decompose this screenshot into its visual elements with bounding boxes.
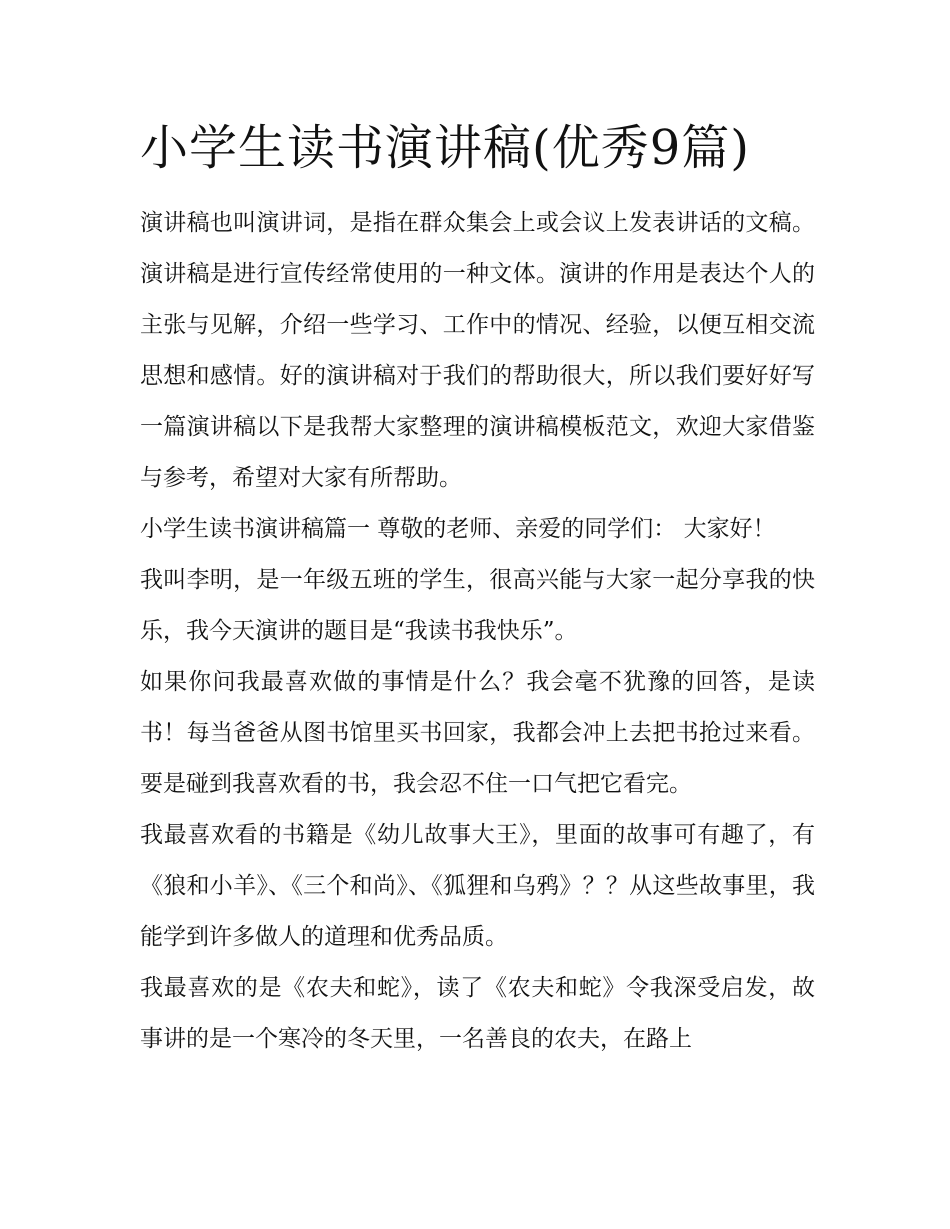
paragraph-favorite-books: 我最喜欢看的书籍是《幼儿故事大王》，里面的故事可有趣了，有《狼和小羊》、《三个和尚》、《狐狸和乌鸦》？？从这些故事里，我能学到许多做人的道理和优秀品质。 (140, 822, 815, 950)
document-body (140, 198, 815, 1065)
paragraph-farmer-and-snake: 我最喜欢的是《农夫和蛇》，读了《农夫和蛇》令我深受启发，故事讲的是一个寒冷的冬天里，一名善良的农夫，在路上 (140, 975, 815, 1052)
paragraph-favorite-activity: 如果你问我最喜欢做的事情是什么？我会毫不犹豫的回答，是读书！每当爸爸从图书馆里买书回家，我都会冲上去把书抢过来看。要是碰到我喜欢看的书，我会忍不住一口气把它看完。 (140, 669, 815, 797)
paragraph-intro: 演讲稿也叫演讲词，是指在群众集会上或会议上发表讲话的文稿。演讲稿是进行宣传经常使用的一种文体。演讲的作用是表达个人的主张与见解，介绍一些学习、工作中的情况、经验，以便互相交流思想和感情。好的演讲稿对于我们的帮助很大，所以我们要好好写一篇演讲稿以下是我帮大家整理的演讲稿模板范文，欢迎大家借鉴与参考，希望对大家有所帮助。 (140, 210, 815, 491)
document-title: 小学生读书演讲稿(优秀9篇) (140, 120, 750, 176)
paragraph-greeting: 小学生读书演讲稿篇一 尊敬的老师、亲爱的同学们： 大家好！ (140, 516, 776, 542)
paragraph-self-introduction: 我叫李明，是一年级五班的学生，很高兴能与大家一起分享我的快乐，我今天演讲的题目是“我读书我快乐”。 (140, 567, 815, 644)
